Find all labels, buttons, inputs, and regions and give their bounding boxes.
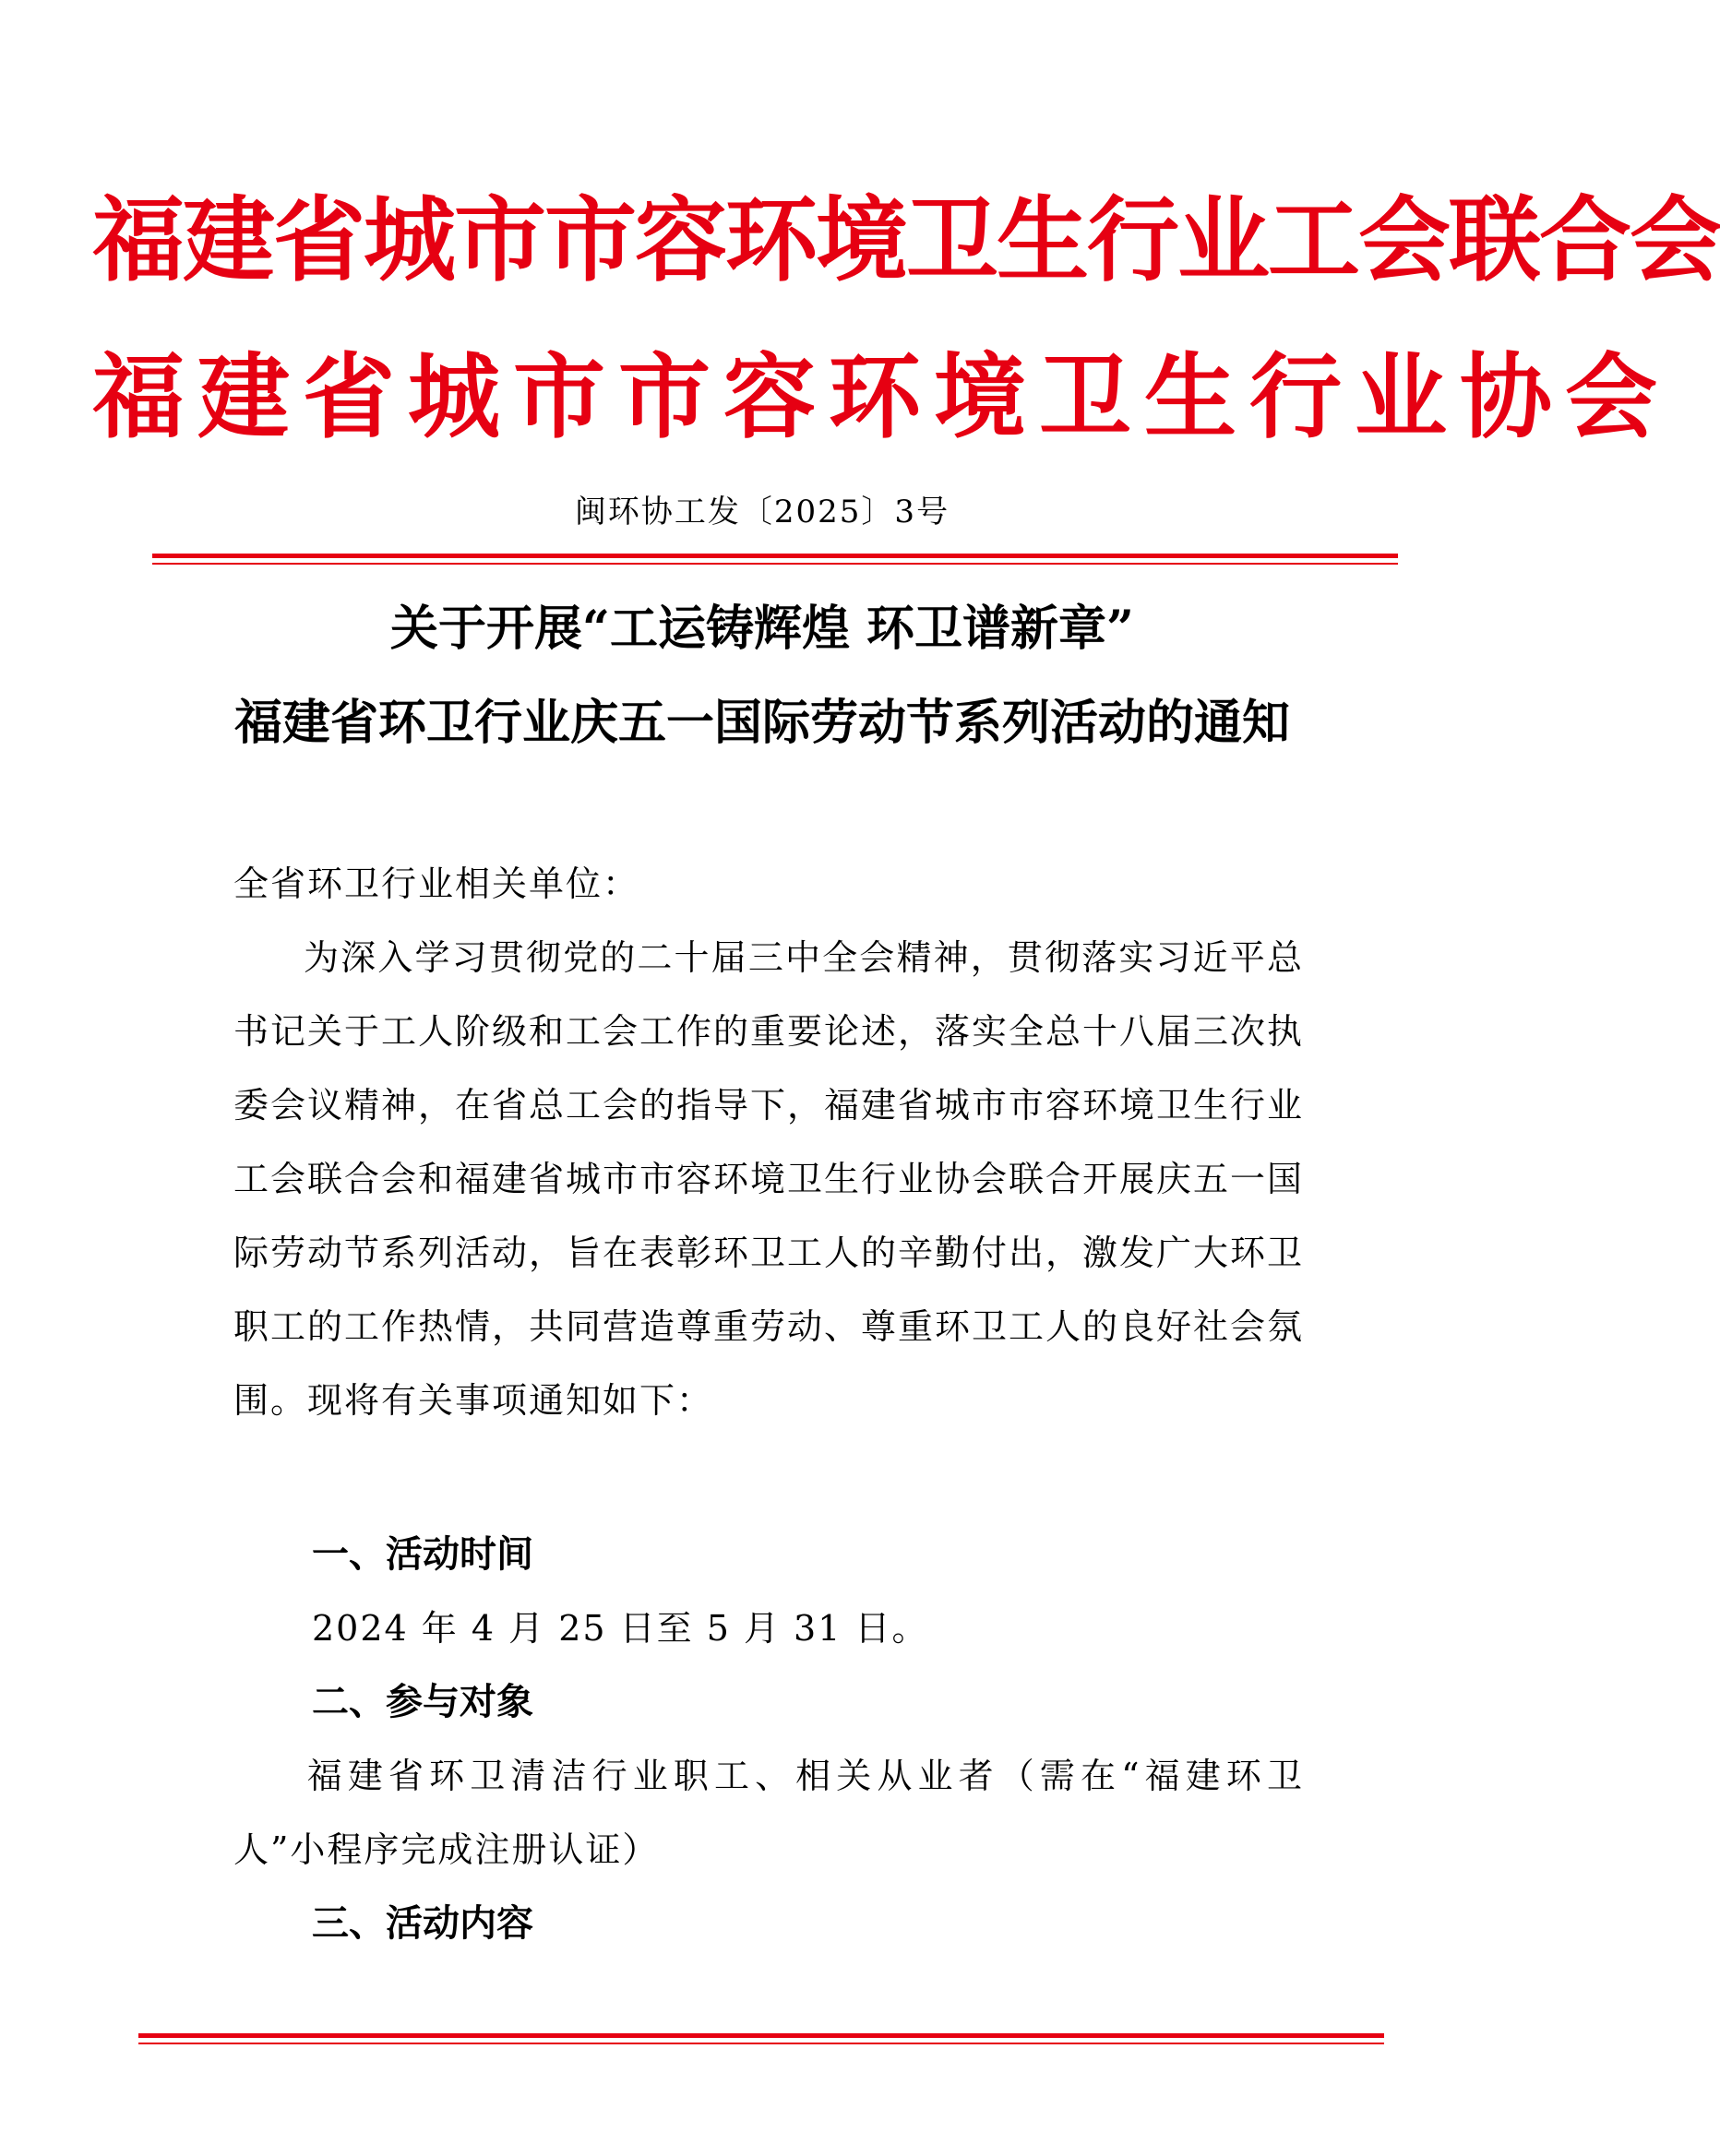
footer-divider bbox=[138, 2033, 1384, 2038]
section-content-time: 2024 年 4 月 25 日至 5 月 31 日。 bbox=[312, 1608, 929, 1649]
footer-divider-thin bbox=[138, 2043, 1384, 2044]
section-content-participants: 福建省环卫清洁行业职工、相关从业者（需在“福建环卫人”小程序完成注册认证） bbox=[233, 1756, 1304, 1870]
header-divider-thin bbox=[152, 563, 1398, 565]
section-heading-time: 一、活动时间 bbox=[312, 1533, 533, 1576]
section-heading-content: 三、活动内容 bbox=[312, 1902, 533, 1945]
salutation: 全省环卫行业相关单位： bbox=[233, 864, 640, 904]
notice-title-line-2: 福建省环卫行业庆五一国际劳动节系列活动的通知 bbox=[233, 695, 1290, 751]
intro-paragraph: 为深入学习贯彻党的二十届三中全会精神，贯彻落实习近平总书记关于工人阶级和工会工作的重要论述，落实全总十八届三次执委会议精神，在省总工会的指导下，福建省城市市容环境卫生行业工会联合会和福建省城市市容环境卫生行业协会联合开展庆五一国际劳动节系列活动，旨在表彰环卫工人的辛勤付出，激发广大环卫职工的工作热情，共同营造尊重劳动、尊重环卫工人的良好社会氛围。现将有关事项通知如下： bbox=[233, 937, 1305, 1421]
issuing-org-association: 福建省城市市容环境卫生行业协会 bbox=[92, 342, 1670, 451]
notice-title-line-1: 关于开展“工运铸辉煌 环卫谱新章” bbox=[390, 601, 1134, 657]
issuing-org-union: 福建省城市市容环境卫生行业工会联合会 bbox=[92, 185, 1720, 294]
document-number: 闽环协工发〔2025〕3号 bbox=[574, 494, 950, 530]
section-heading-participants: 二、参与对象 bbox=[312, 1681, 533, 1723]
header-divider bbox=[152, 554, 1398, 558]
